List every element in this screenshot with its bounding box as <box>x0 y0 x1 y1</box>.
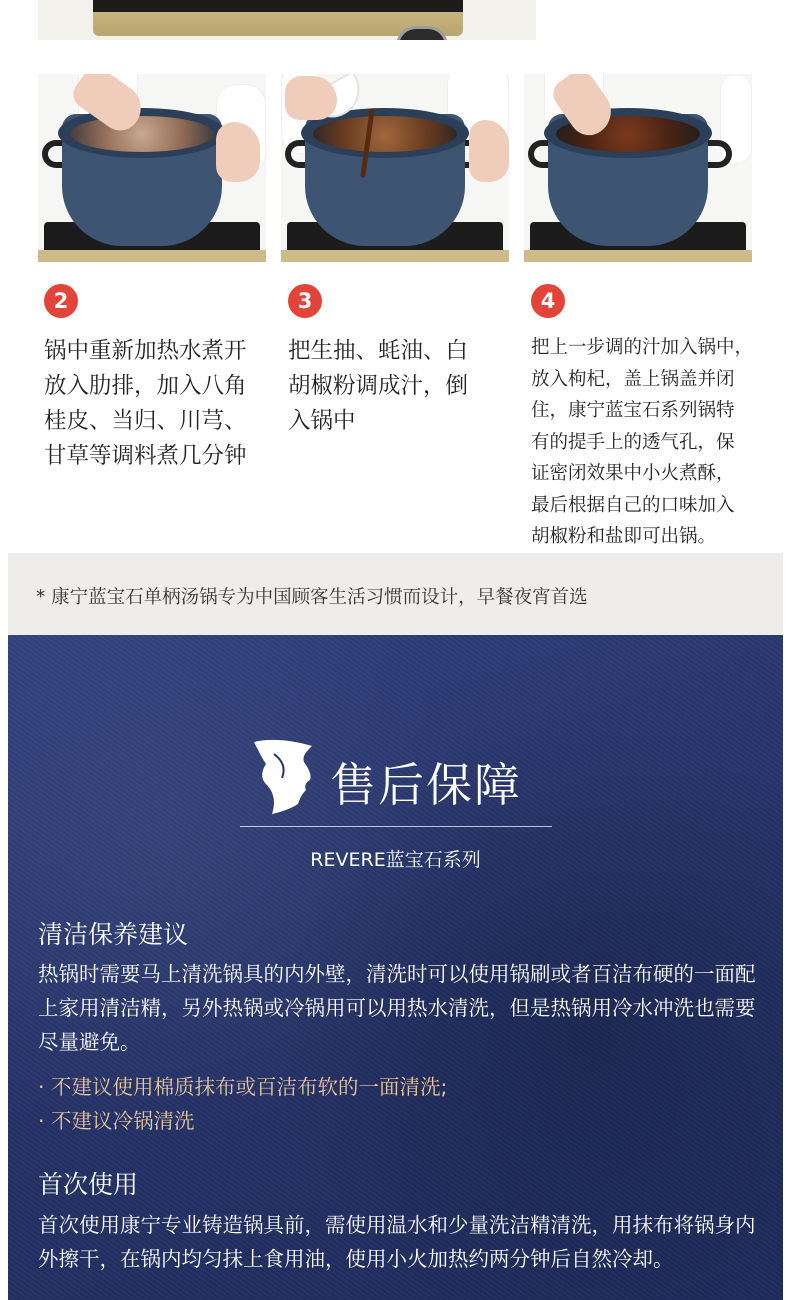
cleaning-warning: · 不建议使用棉质抹布或百洁布软的一面清洗; <box>38 1075 448 1099</box>
stove-trim <box>524 250 752 262</box>
pot-contents <box>70 116 214 152</box>
hand <box>285 76 337 120</box>
after-sales-title: 售后保障 <box>330 758 522 812</box>
note-text: * 康宁蓝宝石单柄汤锅专为中国顾客生活习惯而设计，早餐夜宵首选 <box>36 587 588 608</box>
stove-trim <box>281 250 509 262</box>
first-use-paragraph: 首次使用康宁专业铸造锅具前，需使用温水和少量洗洁精清洗，用抹布将锅身内外擦干，在锅内均匀抹上食用油，使用小火加热约两分钟后自然冷却。 <box>38 1213 756 1271</box>
step-2-badge: 2 <box>44 284 78 318</box>
step-3-text: 把生抽、蚝油、白 胡椒粉调成汁，倒 入锅中 <box>288 338 469 434</box>
step-2-photo <box>38 74 266 262</box>
step-4-badge: 4 <box>531 284 565 318</box>
step-4-photo <box>524 74 752 262</box>
step-3-photo <box>281 74 509 262</box>
cleaning-heading: 清洁保养建议 <box>38 920 189 949</box>
step-4-text: 把上一步调的汁加入锅中， 放入枸杞，盖上锅盖并闭 住，康宁蓝宝石系列锅特 有的提手上的透气孔，保 证密闭效果中小火煮酥， 最后根据自己的口味加入 胡椒粉和盐即可出锅。 <box>531 337 754 547</box>
pot-contents <box>313 116 457 152</box>
hand <box>469 120 509 182</box>
after-sales-section <box>8 635 783 1300</box>
pot-handle <box>706 140 732 168</box>
cleaning-warning: · 不建议冷锅清洗 <box>38 1109 195 1133</box>
title-divider <box>240 826 552 827</box>
revere-head-logo-icon <box>252 738 318 814</box>
step-3-badge: 3 <box>288 284 322 318</box>
first-use-heading: 首次使用 <box>38 1170 139 1199</box>
cooker-photo-top <box>38 0 536 40</box>
hand <box>216 122 260 182</box>
note-band <box>8 553 783 635</box>
cooker-glass-top <box>93 0 463 12</box>
series-name: REVERE蓝宝石系列 <box>310 849 481 871</box>
stove-trim <box>38 250 266 262</box>
cleaning-paragraph: 热锅时需要马上清洗锅具的内外壁，清洗时可以使用锅刷或者百洁布硬的一面配上家用清洁精，另外热锅或冷锅用可以用热水清洗，但是热锅用冷水冲洗也需要尽量避免。 <box>38 962 756 1054</box>
step-2-text: 锅中重新加热水煮开 放入肋排，加入八角 桂皮、当归、川芎、 甘草等调料煮几分钟 <box>44 338 247 469</box>
